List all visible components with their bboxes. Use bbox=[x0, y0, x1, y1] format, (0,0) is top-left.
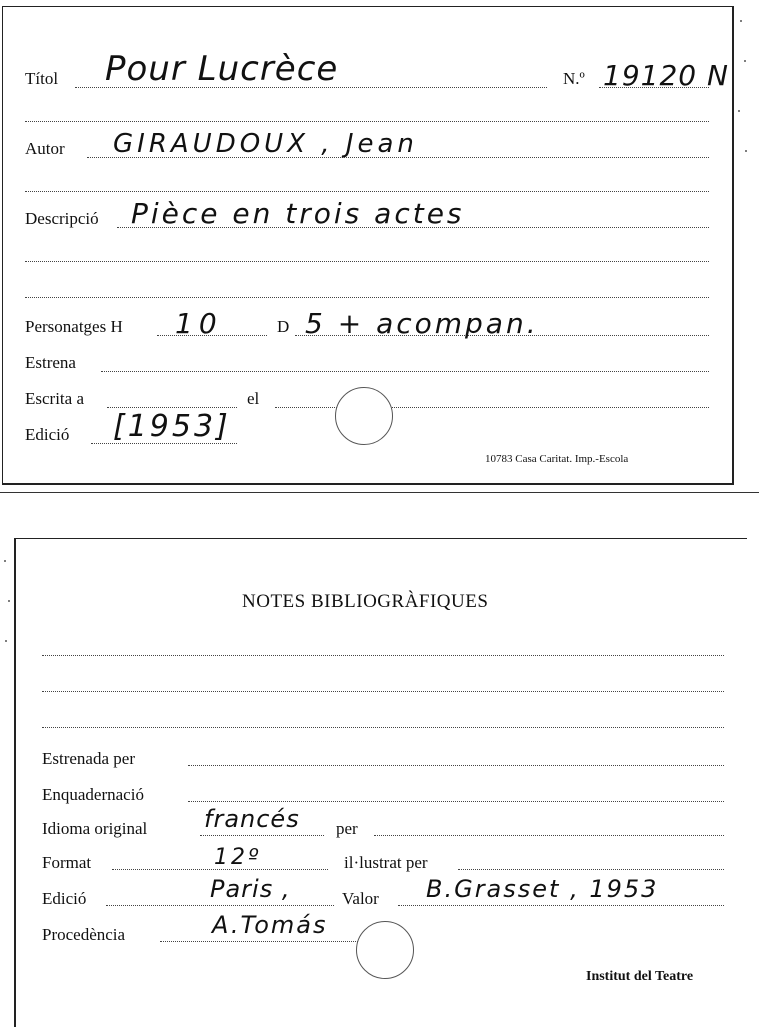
enquadernacio-label: Enquadernació bbox=[42, 785, 144, 804]
estrenada-label: Estrenada per bbox=[42, 749, 135, 768]
procedencia-value: A.Tomás bbox=[212, 911, 328, 939]
estrenada-line bbox=[188, 765, 724, 766]
autor-label: Autor bbox=[25, 139, 65, 158]
estrena-line bbox=[101, 371, 709, 372]
personatges-h-value: 10 bbox=[175, 307, 223, 340]
idioma-value: francés bbox=[204, 805, 300, 833]
catalog-card-back bbox=[14, 538, 747, 1027]
scan-speck bbox=[5, 640, 7, 642]
scan-speck bbox=[738, 110, 740, 112]
blank-line bbox=[42, 727, 724, 728]
blank-line bbox=[25, 297, 709, 298]
procedencia-line bbox=[160, 941, 360, 942]
personatges-d-value: 5 + acompan. bbox=[305, 307, 539, 340]
edicio-line bbox=[106, 905, 334, 906]
personatges-label: Personatges H bbox=[25, 317, 123, 336]
procedencia-label: Procedència bbox=[42, 925, 126, 944]
descripcio-label: Descripció bbox=[25, 209, 99, 228]
catalog-card-front bbox=[2, 6, 734, 485]
valor-value: B.Grasset , 1953 bbox=[426, 875, 659, 903]
per-line bbox=[374, 835, 724, 836]
edicio-label: Edició bbox=[42, 889, 87, 908]
per-label: per bbox=[336, 819, 358, 838]
estrena-label: Estrena bbox=[25, 353, 76, 372]
notes-heading: NOTES BIBLIOGRÀFIQUES bbox=[242, 591, 489, 612]
titol-value: Pour Lucrèce bbox=[105, 49, 339, 89]
edicio-value: [1953] bbox=[113, 409, 231, 444]
scan-speck bbox=[8, 600, 10, 602]
numero-value: 19120 N bbox=[603, 59, 729, 92]
scan-speck bbox=[745, 150, 747, 152]
punch-hole bbox=[335, 387, 393, 445]
escrita-label: Escrita a bbox=[25, 389, 84, 408]
blank-line bbox=[42, 655, 724, 656]
scan-speck bbox=[744, 60, 746, 62]
scan-speck bbox=[4, 560, 6, 562]
blank-line bbox=[42, 691, 724, 692]
scan-speck bbox=[740, 20, 742, 22]
illustrat-label: il·lustrat per bbox=[344, 853, 428, 872]
blank-line bbox=[25, 261, 709, 262]
el-label: el bbox=[247, 389, 260, 408]
blank-line bbox=[25, 121, 709, 122]
edicio-value: Paris , bbox=[210, 875, 291, 903]
escrita-line bbox=[107, 407, 237, 408]
valor-label: Valor bbox=[342, 889, 379, 908]
valor-line bbox=[398, 905, 724, 906]
format-value: 12º bbox=[214, 845, 262, 870]
punch-hole bbox=[356, 921, 414, 979]
separator-line bbox=[0, 492, 759, 493]
numero-label: N.º bbox=[563, 69, 585, 88]
idioma-label: Idioma original bbox=[42, 819, 148, 838]
edicio-label: Edició bbox=[25, 425, 70, 444]
institute-stamp: Institut del Teatre bbox=[586, 969, 694, 984]
autor-value: GIRAUDOUX , Jean bbox=[113, 129, 418, 159]
printer-imprint: 10783 Casa Caritat. Imp.-Escola bbox=[485, 453, 629, 465]
format-label: Format bbox=[42, 853, 92, 872]
personatges-d-label: D bbox=[277, 317, 290, 336]
titol-label: Títol bbox=[25, 69, 59, 88]
idioma-line bbox=[200, 835, 324, 836]
blank-line bbox=[25, 191, 709, 192]
illustrat-line bbox=[458, 869, 724, 870]
descripcio-value: Pièce en trois actes bbox=[131, 197, 465, 230]
enquadernacio-line bbox=[188, 801, 724, 802]
